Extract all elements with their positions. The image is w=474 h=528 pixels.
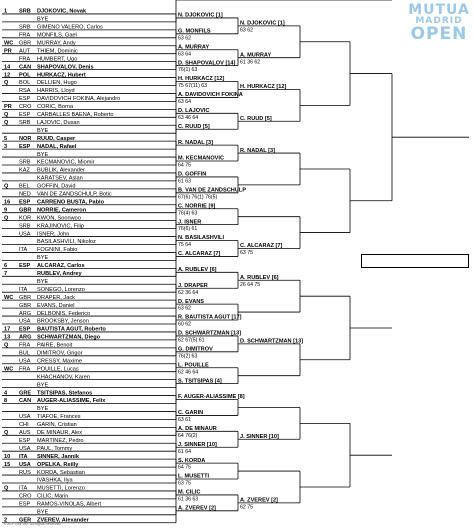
r2-player: H. HURKACZ [12] <box>178 76 225 83</box>
r2-player: M. CILIC <box>178 489 201 496</box>
r2-player: D. EVANS <box>178 298 205 305</box>
r1-seed: 5 <box>4 135 8 142</box>
r1-country: CRO <box>19 493 32 500</box>
r2-score: 76(2) 63 <box>178 353 198 360</box>
r1-country: ESP <box>19 501 31 508</box>
r1-country: NOR <box>19 135 32 142</box>
r1-player: DRAPER, Jack <box>37 294 75 301</box>
footer-copyright: © ATP Tour, Inc. All Rights Reserved. <box>4 522 62 526</box>
r1-player: SINNER, Jannik <box>37 453 79 460</box>
r2-score: 63 46 64 <box>178 114 199 121</box>
r1-country: ESP <box>19 437 31 444</box>
r1-player: RUBLEV, Andrey <box>37 271 82 277</box>
r1-country: SRB <box>19 119 31 126</box>
r1-player: DAVIDOVICH FOKINA, Alejandro <box>37 96 121 103</box>
r1-player: BYE <box>37 509 49 516</box>
r1-country: RSA <box>19 88 31 95</box>
r1-player: IVASHKA, Ilya <box>37 477 73 484</box>
r3-player: A. RUBLEV [6] <box>240 274 279 281</box>
r2-score: 62 46 64 <box>178 369 199 376</box>
r1-player: BYE <box>37 406 49 413</box>
r3-player: A. ZVEREV [2] <box>240 497 278 504</box>
r2-player: J. DRAPER <box>178 282 208 289</box>
r1-seed: Q <box>4 485 9 492</box>
r1-country: GER <box>19 517 32 524</box>
r1-country: FRA <box>19 366 31 373</box>
r3-score: 62 75 <box>240 504 253 511</box>
r1-country: FRA <box>19 32 31 39</box>
r2-player: A. MURRAY <box>178 44 210 51</box>
r1-player: VAN DE ZANDSCHULP, Botic <box>37 191 112 198</box>
r2-player: D. LAJOVIC <box>178 108 210 115</box>
r3-player: N. DJOKOVIC [1] <box>240 20 285 27</box>
r1-seed: PR <box>4 104 12 111</box>
r1-country: CAN <box>19 398 32 405</box>
r1-player: RAMOS-VINOLAS, Albert <box>37 501 102 508</box>
r1-country: CRO <box>19 104 32 111</box>
r1-seed: 8 <box>4 398 8 405</box>
r1-player: ZVEREV, Alexander <box>37 517 89 524</box>
r2-player: A. ZVEREV [2] <box>178 505 216 512</box>
r2-score: 63 64 <box>178 51 191 58</box>
r1-country: KAZ <box>19 167 30 174</box>
r1-player: THIEM, Dominic <box>37 48 78 55</box>
r1-player: HURKACZ, Hubert <box>37 72 86 79</box>
r1-player: HARRIS, Lloyd <box>37 88 75 95</box>
r1-player: SONEGO, Lorenzo <box>37 286 85 293</box>
r2-score: 63 62 <box>178 305 191 312</box>
r1-player: BYE <box>37 151 49 158</box>
r2-score: 61 63 <box>178 178 191 185</box>
r1-country: NED <box>19 191 31 198</box>
r1-country: GBR <box>19 207 32 214</box>
r1-seed: 2 <box>4 517 8 524</box>
r2-player: R. NADAL [3] <box>178 139 214 146</box>
r1-country: FRA <box>19 56 31 63</box>
r1-player: DELLIEN, Hugo <box>37 80 77 87</box>
r1-country: ESP <box>19 263 31 270</box>
r1-country: ESP <box>19 112 31 118</box>
r1-player: BYE <box>37 16 49 23</box>
r1-seed: Q <box>4 215 9 222</box>
r2-player: S. KORDA <box>178 457 206 464</box>
r1-seed: Q <box>4 119 9 126</box>
r2-player: C. GARIN <box>178 410 204 417</box>
r1-player: NORRIE, Cameron <box>37 207 87 214</box>
r2-player: C. NORRIE [9] <box>178 203 216 210</box>
r1-player: DIMITROV, Grigor <box>37 350 83 357</box>
r3-score: 26 64 75 <box>240 281 261 288</box>
r2-player: C. ALCARAZ [7] <box>178 251 221 258</box>
r1-seed: WC <box>4 40 14 47</box>
r1-country: POL <box>19 72 31 79</box>
r1-player: CRESSY, Maxime <box>37 358 82 365</box>
r1-seed: 15 <box>4 461 11 468</box>
r1-player: CORIC, Borna <box>37 104 74 111</box>
r2-score: 64 75 <box>178 162 191 169</box>
r1-country: SRB <box>19 223 31 230</box>
r1-player: PAUL, Tommy <box>37 445 73 452</box>
r1-player: TIAFOE, Frances <box>37 414 81 421</box>
r2-player: A. RUBLEV [6] <box>178 267 217 274</box>
r1-player: DJOKOVIC, Novak <box>37 8 87 15</box>
r2-player: L. POUILLE <box>178 362 209 369</box>
r1-country: CHI <box>19 422 29 429</box>
r1-player: KARATSEV, Aslan <box>37 175 83 182</box>
r1-country: ESP <box>19 199 31 206</box>
r1-country: USA <box>19 414 31 421</box>
r1-player: AUGER-ALIASSIME, Felix <box>37 398 106 405</box>
r3-player: R. NADAL [3] <box>240 147 276 154</box>
r1-country: ARG <box>19 310 32 317</box>
r1-player: MURRAY, Andy <box>37 40 76 47</box>
r1-player: BAUTISTA AGUT, Roberto <box>37 326 106 333</box>
r3-player: A. MURRAY <box>240 52 272 59</box>
r1-seed: WC <box>4 294 14 301</box>
r1-country: RUS <box>19 469 31 476</box>
r1-seed: 3 <box>4 143 8 150</box>
r2-score: 62 67(5) 61 <box>178 337 205 344</box>
r1-country: USA <box>19 358 31 365</box>
r1-seed: 7 <box>4 271 8 277</box>
r1-player: TSITSIPAS, Stefanos <box>37 390 93 397</box>
r1-seed: 4 <box>4 390 8 397</box>
r1-player: SCHWARTZMAN, Diego <box>37 334 101 341</box>
r2-player: N. DJOKOVIC [1] <box>178 12 223 19</box>
r3-score: 63 62 <box>240 27 253 34</box>
r3-player: C. ALCARAZ [7] <box>240 243 283 250</box>
r2-player: D. GOFFIN <box>178 171 207 178</box>
r1-seed: Q <box>4 183 9 190</box>
logo-line-3: OPEN <box>410 24 468 44</box>
r1-country: BOL <box>19 80 31 87</box>
r2-player: J. ISNER <box>178 219 202 226</box>
r1-country: USA <box>19 461 31 468</box>
r1-seed: 13 <box>4 334 11 341</box>
r2-player: R. BAUTISTA AGUT [17] <box>178 314 242 321</box>
r2-score: 76(4) 63 <box>178 210 198 217</box>
r3-score: 63 75 <box>240 250 253 257</box>
r1-country: USA <box>19 318 31 325</box>
r2-player: G. MONFILS <box>178 28 211 35</box>
r2-score: 63 61 <box>178 417 191 424</box>
r2-score: 67(6) 76(1) 76(5) <box>178 194 218 201</box>
r1-player: HUMBERT, Ugo <box>37 56 78 63</box>
r1-country: GBR <box>19 294 32 301</box>
r2-player: J. SINNER [10] <box>178 441 217 448</box>
r2-player: A. DE MINAUR <box>178 426 217 433</box>
r2-player: A. DAVIDOVICH FOKINA <box>178 92 243 99</box>
r1-player: MONFILS, Gael <box>37 32 77 39</box>
logo-line-1: MUTUA <box>408 2 470 18</box>
r1-country: ITA <box>19 247 28 254</box>
r1-player: PAIRE, Benoit <box>37 342 73 349</box>
champion-box <box>361 254 469 268</box>
r1-country: SRB <box>19 8 31 15</box>
r1-country: GBR <box>19 40 32 47</box>
r1-player: BYE <box>37 278 49 285</box>
r1-player: ALCARAZ, Carlos <box>37 263 85 270</box>
r3-score: 61 36 62 <box>240 59 261 66</box>
r1-country: SRB <box>19 24 31 31</box>
r2-player: N. BASILASHVILI <box>178 235 224 242</box>
r2-score: 60 62 <box>178 321 191 328</box>
r1-player: GARIN, Cristian <box>37 422 77 429</box>
r1-country: USA <box>19 231 31 238</box>
r1-seed: 16 <box>4 199 11 206</box>
r2-player: B. VAN DE ZANDSCHULP <box>178 187 246 194</box>
r2-score: 75 64 <box>178 242 191 249</box>
r1-country: ITA <box>19 453 28 460</box>
r1-player: NADAL, Rafael <box>37 143 77 150</box>
r2-player: F. AUGER-ALIASSIME [8] <box>178 394 245 401</box>
r1-player: KHACHANOV, Karen <box>37 374 90 381</box>
r1-country: ITA <box>19 286 28 293</box>
r1-player: KWON, Soonwoo <box>37 215 81 222</box>
r2-score: 75 67(11) 63 <box>178 83 208 90</box>
r2-score: 63 62 <box>178 35 191 42</box>
r1-seed: 12 <box>4 72 11 79</box>
r1-player: BYE <box>37 255 49 262</box>
r1-country: SRB <box>19 159 31 166</box>
r1-player: CARBALLES BAENA, Roberto <box>37 112 114 118</box>
r1-player: ISNER, John <box>37 231 70 238</box>
r1-country: ESP <box>19 326 31 333</box>
r2-player: D. SCHWARTZMAN [13] <box>178 330 242 337</box>
r1-country: KOR <box>19 215 32 222</box>
r1-country: ITA <box>19 485 28 492</box>
r1-player: RUUD, Casper <box>37 135 76 142</box>
r1-country: ESP <box>19 143 31 150</box>
r1-player: OPELKA, Reilly <box>37 461 79 468</box>
r1-player: GIMENO VALERO, Carlos <box>37 24 103 31</box>
r2-score: 76(1) 63 <box>178 67 198 74</box>
r3-player: D. SCHWARTZMAN [13] <box>240 338 304 345</box>
r1-seed: 17 <box>4 326 11 333</box>
r2-score: 63 64 <box>178 99 191 106</box>
r2-player: M. KECMANOVIC <box>178 155 224 162</box>
r1-country: GRE <box>19 390 32 397</box>
r1-seed: Q <box>4 342 9 349</box>
r1-seed: Q <box>4 430 9 436</box>
r1-seed: 9 <box>4 207 8 214</box>
r1-country: AUT <box>19 48 31 55</box>
r3-player: H. HURKACZ [12] <box>240 84 287 91</box>
r1-player: KRAJINOVIC, Filip <box>37 223 84 230</box>
r2-player: S. TSITSIPAS [4] <box>178 378 222 385</box>
r3-player: C. RUUD [5] <box>240 115 272 122</box>
r1-player: BROOKSBY, Jenson <box>37 318 89 325</box>
r1-seed: 10 <box>4 453 11 460</box>
r2-score: 62 36 64 <box>178 289 199 296</box>
r2-score: 61 36 63 <box>178 496 199 503</box>
r1-country: USA <box>19 445 31 452</box>
r1-player: BYE <box>37 127 49 134</box>
r1-player: FOGNINI, Fabio <box>37 247 78 254</box>
r1-country: ARG <box>19 334 32 341</box>
r2-score: 64 75 <box>178 464 191 471</box>
r1-country: CAN <box>19 64 32 71</box>
r1-player: DELBONIS, Federico <box>37 310 91 317</box>
r1-player: CARRENO BUSTA, Pablo <box>37 199 105 206</box>
r1-player: CILIC, Marin <box>37 493 69 500</box>
r1-seed: WC <box>4 366 14 373</box>
r1-seed: 1 <box>4 8 8 15</box>
r1-country: GBR <box>19 302 32 309</box>
r1-player: DE MINAUR, Alex <box>37 430 83 436</box>
r1-seed: Q <box>4 112 9 118</box>
r3-player: J. SINNER [10] <box>240 433 279 440</box>
r1-player: EVANS, Daniel <box>37 302 75 309</box>
r1-seed: PR <box>4 48 12 55</box>
r2-player: G. DIMITROV <box>178 346 213 353</box>
r1-seed: 14 <box>4 64 11 71</box>
r2-score: 61 64 <box>178 448 191 455</box>
r1-country: ESP <box>19 96 31 103</box>
r1-player: POUILLE, Lucas <box>37 366 79 373</box>
r2-score: 63 75 <box>178 480 191 487</box>
r2-score: 76(6) 61 <box>178 226 198 233</box>
r1-player: LAJOVIC, Dusan <box>37 119 80 126</box>
r1-seed: Q <box>4 80 9 87</box>
r2-score: 64 76(2) <box>178 432 198 439</box>
r1-player: BASILASHVILI, Nikoloz <box>37 239 96 246</box>
r2-player: L. MUSETTI <box>178 473 210 480</box>
r2-player: C. RUUD [5] <box>178 123 210 130</box>
r1-player: KECMANOVIC, Miomir <box>37 159 95 166</box>
r1-player: MARTINEZ, Pedro <box>37 437 84 444</box>
r1-player: KORDA, Sebastian <box>37 469 85 476</box>
r1-player: GOFFIN, David <box>37 183 76 190</box>
r2-player: D. SHAPOVALOV [14] <box>178 60 236 67</box>
r1-country: BUL <box>19 350 30 357</box>
r1-country: BEL <box>19 183 30 190</box>
r1-country: FRA <box>19 342 31 349</box>
r1-seed: 6 <box>4 263 8 270</box>
r1-player: BYE <box>37 382 49 389</box>
r1-player: SHAPOVALOV, Denis <box>37 64 94 71</box>
r1-player: BUBLIK, Alexander <box>37 167 85 174</box>
r1-country: AUS <box>19 430 31 436</box>
r1-player: MUSETTI, Lorenzo <box>37 485 85 492</box>
logo-line-2: MADRID <box>415 16 463 26</box>
